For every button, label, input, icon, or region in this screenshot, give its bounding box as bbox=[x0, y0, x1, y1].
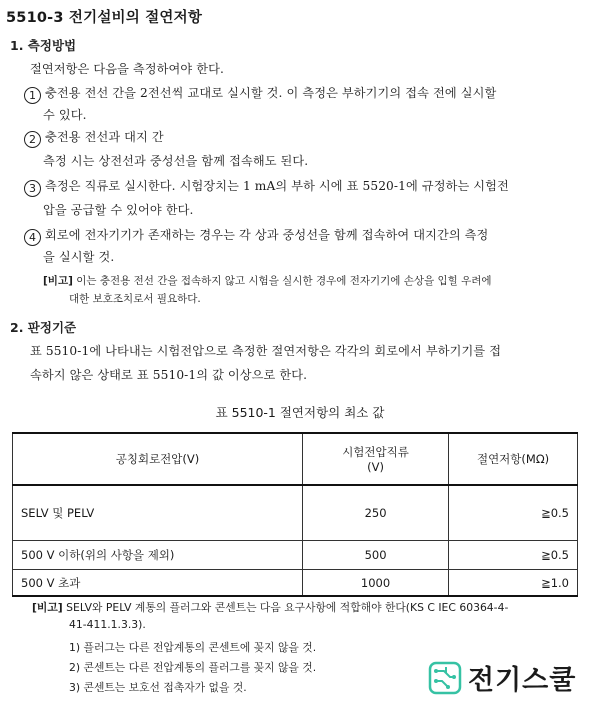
footnote-line1 bbox=[32, 600, 508, 615]
cell-test-voltage: 1000 bbox=[303, 570, 449, 597]
section1-intro: 절연저항은 다음을 측정하여야 한다. bbox=[30, 62, 224, 76]
table-row bbox=[13, 541, 578, 570]
item-4-line2: 을 실시할 것. bbox=[43, 250, 115, 264]
footnote-label: [비고] bbox=[32, 601, 63, 614]
item-2-line2: 측정 시는 상전선과 중성선을 함께 접속해도 된다. bbox=[43, 154, 309, 168]
item-text: 충전용 전선과 대지 간 bbox=[45, 130, 164, 144]
item-3-line2: 압을 공급할 수 있어야 한다. bbox=[43, 203, 194, 217]
item-text: 회로에 전자기기가 존재하는 경우는 각 상과 중성선을 함께 접속하여 대지간의 측정 bbox=[45, 228, 489, 242]
cell-resistance: ≧0.5 bbox=[449, 485, 578, 541]
page-title: 5510-3 전기설비의 절연저항 bbox=[6, 10, 203, 26]
cell-voltage: SELV 및 PELV bbox=[13, 485, 303, 541]
section2-line2: 속하지 않은 상태로 표 5510-1의 값 이상으로 한다. bbox=[30, 368, 308, 382]
watermark-logo bbox=[428, 658, 576, 697]
item-1-line1 bbox=[24, 84, 496, 104]
cell-test-voltage: 250 bbox=[303, 485, 449, 541]
table-header-row bbox=[13, 433, 578, 485]
watermark-text: 전기스쿨 bbox=[468, 665, 577, 696]
cell-resistance: ≧0.5 bbox=[449, 541, 578, 570]
col-header-test-voltage-line1: 시험전압직류 bbox=[342, 445, 409, 459]
cell-resistance: ≧1.0 bbox=[449, 570, 578, 597]
footnote-line2: 41-411.1.3.3). bbox=[69, 618, 146, 631]
footnote-item-1: 1) 플러그는 다른 전압계통의 콘센트에 꽂지 않을 것. bbox=[69, 641, 317, 654]
cell-voltage: 500 V 초과 bbox=[13, 570, 303, 597]
item-4-line1 bbox=[24, 226, 488, 246]
circuit-board-icon bbox=[428, 661, 462, 695]
cell-voltage: 500 V 이하(위의 사항을 제외) bbox=[13, 541, 303, 570]
item-text: 측정은 직류로 실시한다. 시험장치는 1 mA의 부하 시에 표 5520-1에 규정하는 시험전 bbox=[45, 179, 509, 193]
col-header-voltage: 공칭회로전압(V) bbox=[13, 433, 303, 485]
item-1-line2: 수 있다. bbox=[43, 108, 87, 122]
col-header-test-voltage-line2: (V) bbox=[367, 460, 384, 474]
footnote-item-3: 3) 콘센트는 보호선 접촉자가 없을 것. bbox=[69, 681, 247, 694]
col-header-test-voltage bbox=[303, 433, 449, 485]
section1-heading: 1. 측정방법 bbox=[10, 38, 77, 53]
circled-number: 2 bbox=[24, 131, 41, 148]
insulation-resistance-table bbox=[12, 432, 578, 597]
col-header-resistance: 절연저항(MΩ) bbox=[449, 433, 578, 485]
circled-number: 3 bbox=[24, 180, 41, 197]
footnote-item-2: 2) 콘센트는 다른 전압계통의 플러그를 꽂지 않을 것. bbox=[69, 661, 317, 674]
note-text: 이는 충전용 전선 간을 접속하지 않고 시험을 실시한 경우에 전자기기에 손상을 입힐 우려에 bbox=[76, 275, 492, 287]
note-line2: 대한 보호조치로서 필요하다. bbox=[69, 293, 201, 305]
section2-heading: 2. 판정기준 bbox=[10, 320, 77, 335]
item-text: 충전용 전선 간을 2전선씩 교대로 실시할 것. 이 측정은 부하기기의 접속 전에 실시할 bbox=[45, 86, 497, 100]
section2-line1: 표 5510-1에 나타내는 시험전압으로 측정한 절연저항은 각각의 회로에서 부하기기를 접 bbox=[30, 344, 502, 358]
table-row bbox=[13, 485, 578, 541]
table-row bbox=[13, 570, 578, 597]
note-line1 bbox=[43, 273, 492, 288]
footnote-text: SELV와 PELV 계통의 플러그와 콘센트는 다음 요구사항에 적합해야 한다(KS C IEC 60364-4- bbox=[66, 601, 509, 614]
circled-number: 4 bbox=[24, 229, 41, 246]
item-3-line1 bbox=[24, 177, 509, 197]
cell-test-voltage: 500 bbox=[303, 541, 449, 570]
note-label: [비고] bbox=[43, 275, 73, 287]
table-caption: 표 5510-1 절연저항의 최소 값 bbox=[215, 405, 385, 420]
item-2-line1 bbox=[24, 128, 164, 148]
circled-number: 1 bbox=[24, 87, 41, 104]
